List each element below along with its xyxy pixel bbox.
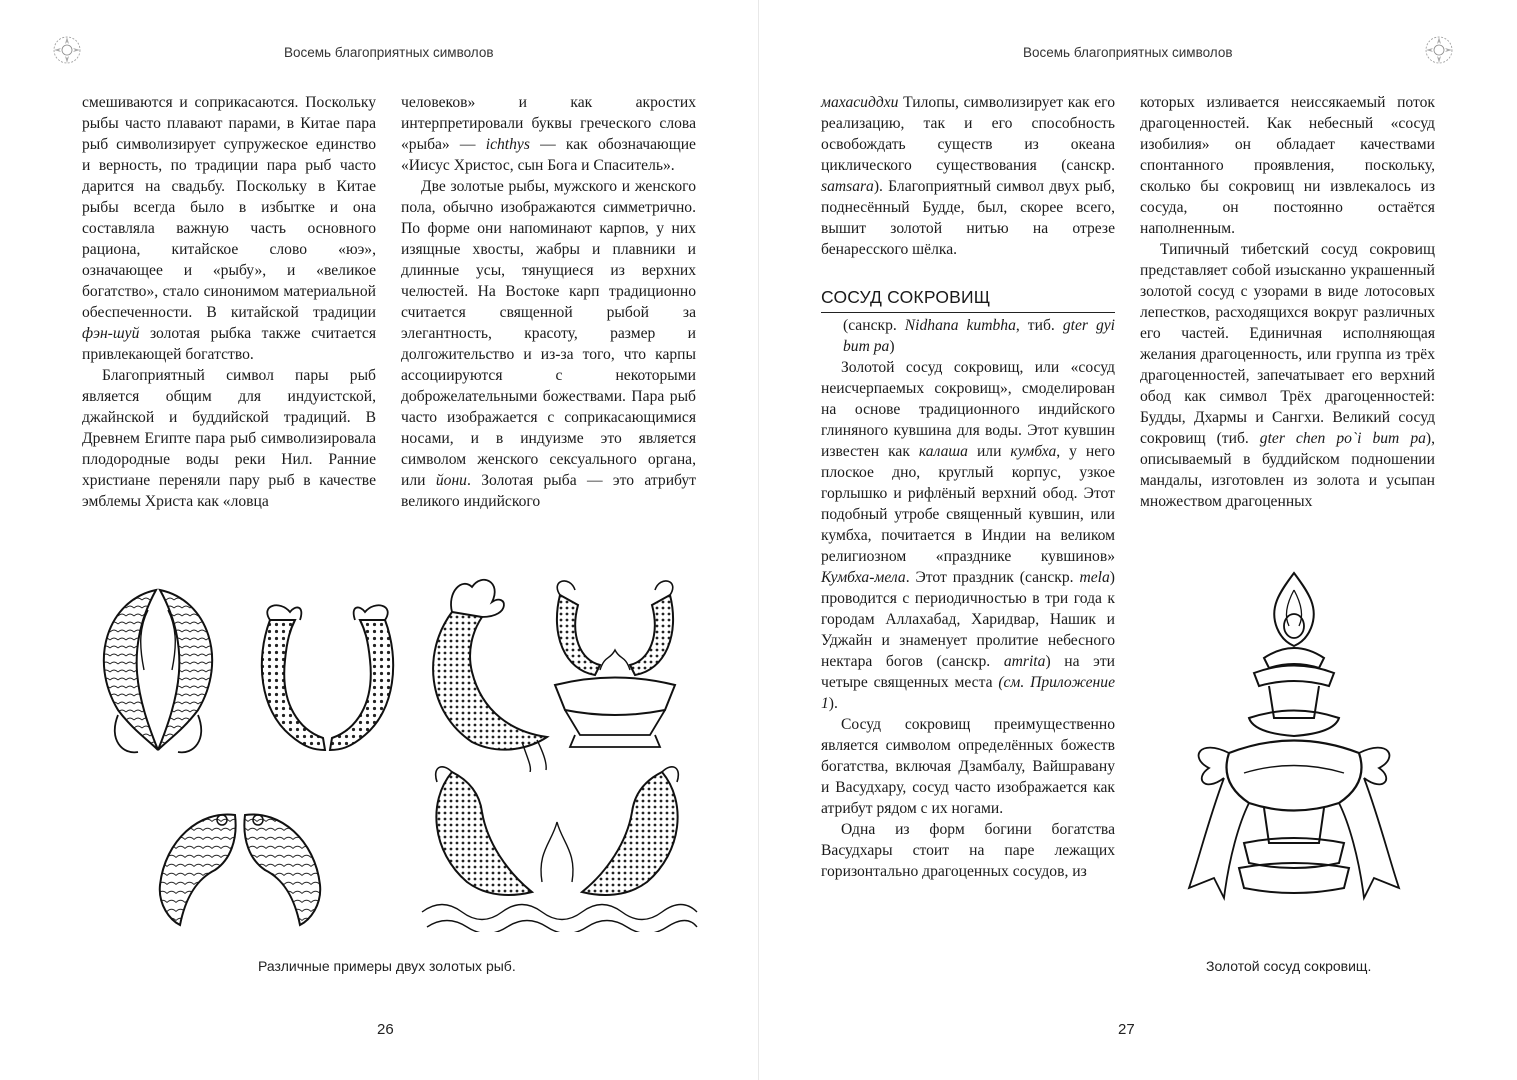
fish-illustration-3 bbox=[412, 572, 552, 772]
section-subtitle bbox=[821, 315, 1115, 357]
paragraph bbox=[1140, 92, 1435, 239]
page-number: 27 bbox=[1118, 1021, 1135, 1038]
italic-term: фэн-шуй bbox=[82, 325, 140, 342]
italic-term: Nidhana kumbha bbox=[904, 317, 1016, 334]
italic-term: gter chen po`i bum pa bbox=[1259, 430, 1426, 447]
text-run: . Золотая рыба — это атрибут великого индийского bbox=[401, 472, 697, 510]
text-run: Одна из форм богини богатства Васудхары стоит на паре лежащих горизонтально драгоценных сосудов, из bbox=[821, 821, 1115, 880]
text-run: ). bbox=[828, 695, 838, 712]
text-column-right-1 bbox=[821, 92, 1115, 882]
figure-caption: Золотой сосуд сокровищ. bbox=[1206, 958, 1372, 974]
treasure-vase-illustration bbox=[1169, 568, 1419, 928]
text-run: ). Благоприятный символ двух рыб, поднесённый Будде, был, скорее всего, вышит золотой нитью на отрезе бенаресского шёлка. bbox=[821, 178, 1115, 258]
text-block-intro bbox=[821, 92, 1115, 260]
text-run: Благоприятный символ пары рыб является общим для индуистской, джайнской и буддийской традиций. В Древнем Египте пара рыб символизировала плодородные воды реки Нил. Ранние христиане переняли пару рыб в качестве эмблемы Христа как «ловца bbox=[82, 367, 376, 510]
paragraph bbox=[821, 357, 1115, 714]
italic-term: mela bbox=[1079, 569, 1110, 586]
fish-illustration-6 bbox=[412, 762, 702, 932]
text-column-left-1 bbox=[82, 92, 376, 512]
fish-illustration-2 bbox=[245, 600, 410, 765]
text-run: . Этот праздник (санскр. bbox=[905, 569, 1080, 586]
ornamental-emblem-icon bbox=[47, 30, 87, 70]
ornamental-emblem-icon bbox=[1419, 30, 1459, 70]
paragraph bbox=[1140, 239, 1435, 512]
fish-illustration-1 bbox=[78, 580, 238, 760]
fish-illustration-4 bbox=[540, 575, 690, 755]
text-run: Типичный тибетский сосуд сокровищ представляет собой изысканно украшенный золотой сосуд с узорами в виде лотосовых лепестков, расходящихся вокруг различных его частей. Единичная исполняющая желания драгоценность, или группа из трёх драгоценностей, запечатывает его верхний обод как символ Трёх драгоценностей: Будды, Дхармы и Сангхи. Великий сосуд сокровищ (тиб. bbox=[1140, 241, 1435, 447]
paragraph bbox=[401, 92, 696, 176]
running-head: Восемь благоприятных символов bbox=[1023, 45, 1233, 60]
page-number: 26 bbox=[377, 1021, 394, 1038]
text-run: или bbox=[967, 443, 1011, 460]
text-run: смешиваются и соприкасаются. Поскольку рыбы часто плавают парами, в Китае пара рыб символизирует супружеское единство и верность, по традиции пара рыб часто дарится на свадьбу. Поскольку в Китае рыбы всегда было в избытке и она составляла важную часть основного рациона, китайское слово «юэ», означающее и «рыбу», и «великое богатство», стало синонимом материальной обеспеченности. В китайской традиции bbox=[82, 94, 376, 321]
italic-term: samsara bbox=[821, 178, 874, 195]
italic-term: ichthys bbox=[485, 136, 530, 153]
running-head: Восемь благоприятных символов bbox=[284, 45, 494, 60]
italic-term: йони bbox=[435, 472, 467, 489]
left-page bbox=[0, 0, 758, 1080]
text-run: золотая рыбка также считается привлекающей богатство. bbox=[82, 325, 376, 363]
italic-term: (см. Приложение 1 bbox=[821, 674, 1115, 712]
text-run: человеков» и как акростих интерпретировали буквы греческого слова «рыба» — bbox=[401, 94, 696, 153]
text-run: Золотой сосуд сокровищ, или «сосуд неисчерпаемых сокровищ», смоделирован на основе традиционного индийского глиняного кувшина для воды. Этот кувшин известен как bbox=[821, 359, 1115, 460]
text-column-left-2 bbox=[401, 92, 696, 512]
text-run: которых изливается неиссякаемый поток драгоценностей. Как небесный «сосуд изобилия» он обладает качествами спонтанного проявления, поскольку, сколько бы сокровищ ни извлекалось из сосуда, он постоянно остаётся наполненным. bbox=[1140, 94, 1435, 237]
text-run: , у него плоское дно, круглый корпус, узкое горлышко и рифлёный верхний обод. Этот подобный утробе священный кувшин, или кумбха, почитается в Индии на великом религиозном «празднике кувшинов» bbox=[821, 443, 1115, 565]
text-run: ), описываемый в буддийском подношении мандалы, изготовлен из золота и усыпан множеством драгоценных bbox=[1140, 430, 1436, 510]
text-run: ) проводится с периодичностью в три года к городам Аллахабад, Харидвар, Нашик и Уджайн и знаменует пролитие небесного нектара богов (санскр. bbox=[821, 569, 1115, 670]
text-run: Тилопы, символизирует как его реализацию, так и его способность освобождать существ из океана циклического существования (санскр. bbox=[821, 94, 1115, 174]
italic-term: кумбха bbox=[1010, 443, 1057, 460]
paragraph bbox=[401, 176, 696, 512]
text-run: , тиб. bbox=[1015, 317, 1063, 334]
paragraph bbox=[821, 714, 1115, 819]
paragraph bbox=[82, 365, 376, 512]
text-run: Две золотые рыбы, мужского и женского пола, обычно изображаются симметрично. По форме они напоминают карпов, у них изящные хвосты, жабры и плавники и длинные усы, тянущиеся из верхних челюстей. На Востоке карп традиционно считается священной рыбой за элегантность, красоту, размер и долгожительство и из-за того, что карпы ассоциируются с некоторыми доброжелательными божествами. Пара рыб часто изображается с соприкасающимися носами, и в индуизме это является символом женского сексуального органа, или bbox=[401, 178, 696, 489]
text-run: ) bbox=[889, 338, 895, 355]
text-run: (санскр. bbox=[843, 317, 905, 334]
fish-illustration-5 bbox=[140, 790, 340, 930]
italic-term: gter gyi bum pa bbox=[843, 317, 1115, 355]
text-block-body bbox=[821, 357, 1115, 882]
text-run: ) на эти четыре священных места bbox=[821, 653, 1116, 691]
paragraph bbox=[821, 92, 1115, 260]
paragraph bbox=[821, 819, 1115, 882]
section-title: СОСУД СОКРОВИЩ bbox=[821, 287, 1115, 313]
figure-caption: Различные примеры двух золотых рыб. bbox=[258, 958, 516, 974]
text-run: — как обозначающие «Иисус Христос, сын Бога и Спаситель». bbox=[401, 136, 696, 174]
text-column-right-2 bbox=[1140, 92, 1435, 512]
italic-term: махасиддхи bbox=[821, 94, 899, 111]
text-run: Сосуд сокровищ преимущественно является символом определённых божеств богатства, включая Дзамбалу, Вайшравану и Васудхару, сосуд часто изображается как атрибут рядом с их ногами. bbox=[821, 716, 1115, 817]
italic-term: калаша bbox=[918, 443, 968, 460]
italic-term: amrita bbox=[1003, 653, 1046, 670]
right-page bbox=[759, 0, 1517, 1080]
paragraph bbox=[82, 92, 376, 365]
italic-term: Кумбха-мела bbox=[821, 569, 906, 586]
